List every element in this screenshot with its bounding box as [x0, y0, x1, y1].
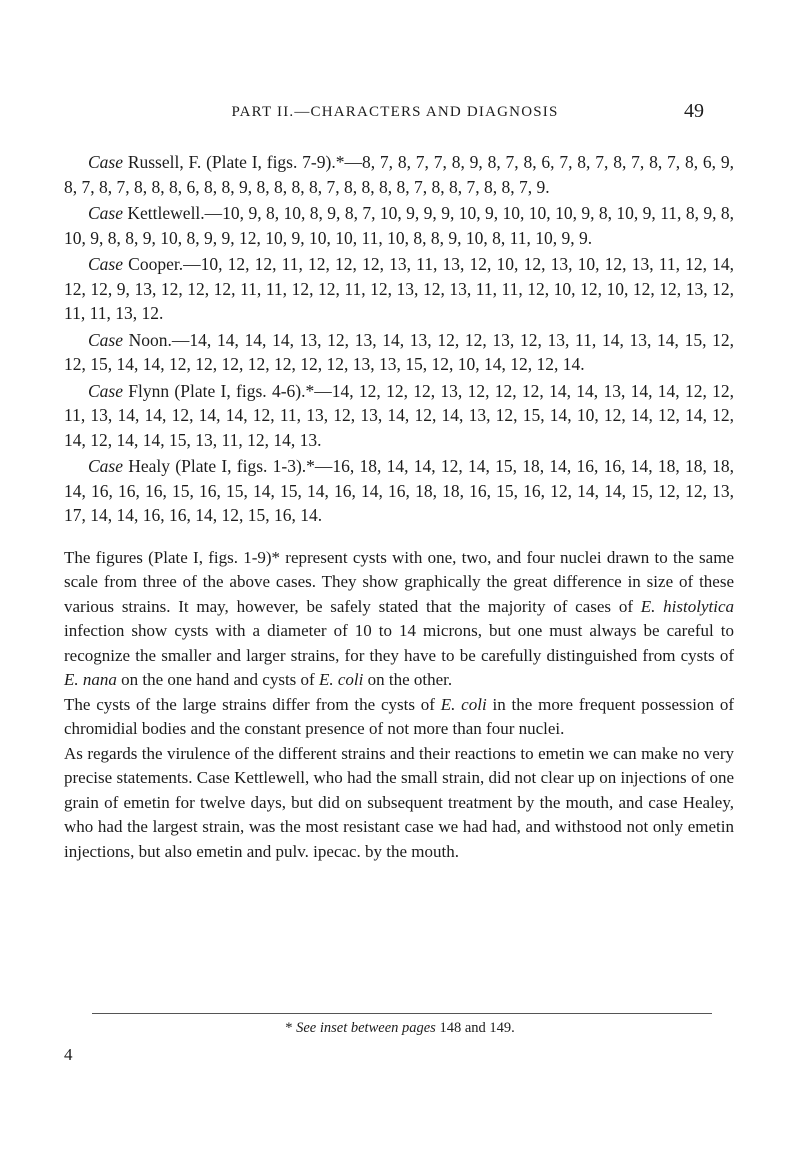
paragraph-text: infection show cysts with a diameter of 10 to 14 microns, but one must always be careful to recognize the smaller and larger strains, for they have to be carefully distinguished from cysts of [64, 621, 734, 665]
case-label: Case [88, 456, 123, 476]
case-flynn [64, 379, 734, 453]
footnote-divider [92, 1013, 712, 1014]
species-name: E. nana [64, 670, 117, 689]
paragraph-large-strains [64, 693, 734, 742]
footnote-marker: * [285, 1020, 297, 1036]
signature-mark: 4 [64, 1045, 73, 1064]
page-number: 49 [684, 100, 704, 122]
case-cooper [64, 252, 734, 326]
page-header [106, 100, 704, 130]
paragraph-figures [64, 546, 734, 693]
page-body [64, 150, 734, 864]
paragraph-text: in the more frequent possession of chromidial bodies and the constant presence of not more than four nuclei. [64, 694, 734, 738]
case-measurements: Healy (Plate I, figs. 1-3).*—16, 18, 14, 14, 12, 14, 15, 18, 14, 16, 16, 14, 18, 18, 18, 14, 16, 16, 16, 15, 16, 15, 14, 15, 14, 16, 14, 16, 18, 18, 16, 15, 16, 12, 14, 14, 15, 12, 12, 13, 17, 14, 14, 16, 16, 14, 12, 15, 16, 14. [64, 456, 734, 525]
case-measurements: Flynn (Plate I, figs. 4-6).*—14, 12, 12, 12, 13, 12, 12, 12, 14, 14, 13, 14, 14, 12, 12, 11, 13, 14, 14, 12, 14, 14, 12, 11, 13, 12, 13, 14, 12, 14, 13, 12, 15, 14, 10, 12, 14, 12, 14, 12, 14, 12, 14, 14, 15, 13, 11, 12, 14, 13. [64, 380, 734, 450]
running-head: PART II.—CHARACTERS AND DIAGNOSIS [231, 104, 559, 120]
case-label: Case [88, 329, 123, 350]
case-measurements: Russell, F. (Plate I, figs. 7-9).*—8, 7, 8, 7, 7, 8, 9, 8, 7, 8, 6, 7, 8, 7, 8, 7, 8, 7, 8, 6, 9, 8, 7, 8, 7, 8, 8, 8, 6, 8, 8, 9, 8, 8, 8, 8, 7, 8, 8, 8, 8, 7, 8, 8, 7, 8, 8, 7, 9. [64, 152, 734, 197]
paragraph-text: The cysts of the large strains differ from the cysts of [64, 694, 441, 714]
species-name: E. histolytica [640, 596, 734, 616]
case-noon [64, 328, 734, 377]
case-measurements: Cooper.—10, 12, 12, 11, 12, 12, 12, 13, 11, 13, 12, 10, 12, 13, 10, 12, 13, 11, 12, 14, 12, 12, 9, 13, 12, 12, 12, 11, 11, 12, 12, 11, 12, 13, 12, 13, 11, 11, 12, 10, 12, 10, 12, 12, 13, 12, 11, 11, 13, 12. [64, 254, 734, 323]
case-label: Case [88, 254, 123, 274]
footnote [0, 1020, 800, 1037]
paragraph-virulence: As regards the virulence of the different strains and their reactions to emetin we can make no very precise statements. Case Kettlewell, who had the small strain, did not clear up on injections of one grain of emetin for twelve days, but did on subsequent treatment by the mouth, and case Healey, who had the largest strain, was the most resistant case we had had, and withstood not only emetin injections, but also emetin and pulv. ipecac. by the mouth. [64, 743, 734, 861]
species-name: E. coli [318, 670, 364, 689]
paragraph-text: The figures (Plate I, figs. 1-9)* represent cysts with one, two, and four nuclei drawn to the same scale from three of the above cases. They show graphically the great difference in size of these various strains. It may, however, be safely stated that the majority of cases of [64, 547, 734, 616]
case-healy [64, 454, 734, 528]
paragraph-text: on the one hand and cysts of [116, 670, 319, 689]
paragraph-text: on the other. [363, 670, 453, 689]
case-label: Case [88, 203, 123, 223]
case-measurements: Noon.—14, 14, 14, 14, 13, 12, 13, 14, 13, 12, 12, 13, 12, 13, 11, 14, 13, 14, 15, 12, 12, 15, 14, 14, 12, 12, 12, 12, 12, 12, 12, 13, 13, 15, 12, 10, 14, 12, 12, 14. [64, 329, 734, 374]
case-measurements: Kettlewell.—10, 9, 8, 10, 8, 9, 8, 7, 10, 9, 9, 9, 10, 9, 10, 10, 10, 9, 8, 10, 9, 11, 8, 9, 8, 10, 9, 8, 8, 9, 10, 8, 9, 9, 12, 10, 9, 10, 10, 11, 10, 8, 8, 9, 10, 8, 11, 10, 9, 9. [64, 203, 734, 248]
case-label: Case [88, 152, 123, 172]
footnote-italic-text: See inset between pages [296, 1020, 436, 1036]
case-russell [64, 150, 734, 199]
species-name: E. coli [440, 694, 487, 714]
case-kettlewell [64, 201, 734, 250]
footnote-text: 148 and 149. [435, 1020, 515, 1036]
case-label: Case [88, 380, 123, 401]
